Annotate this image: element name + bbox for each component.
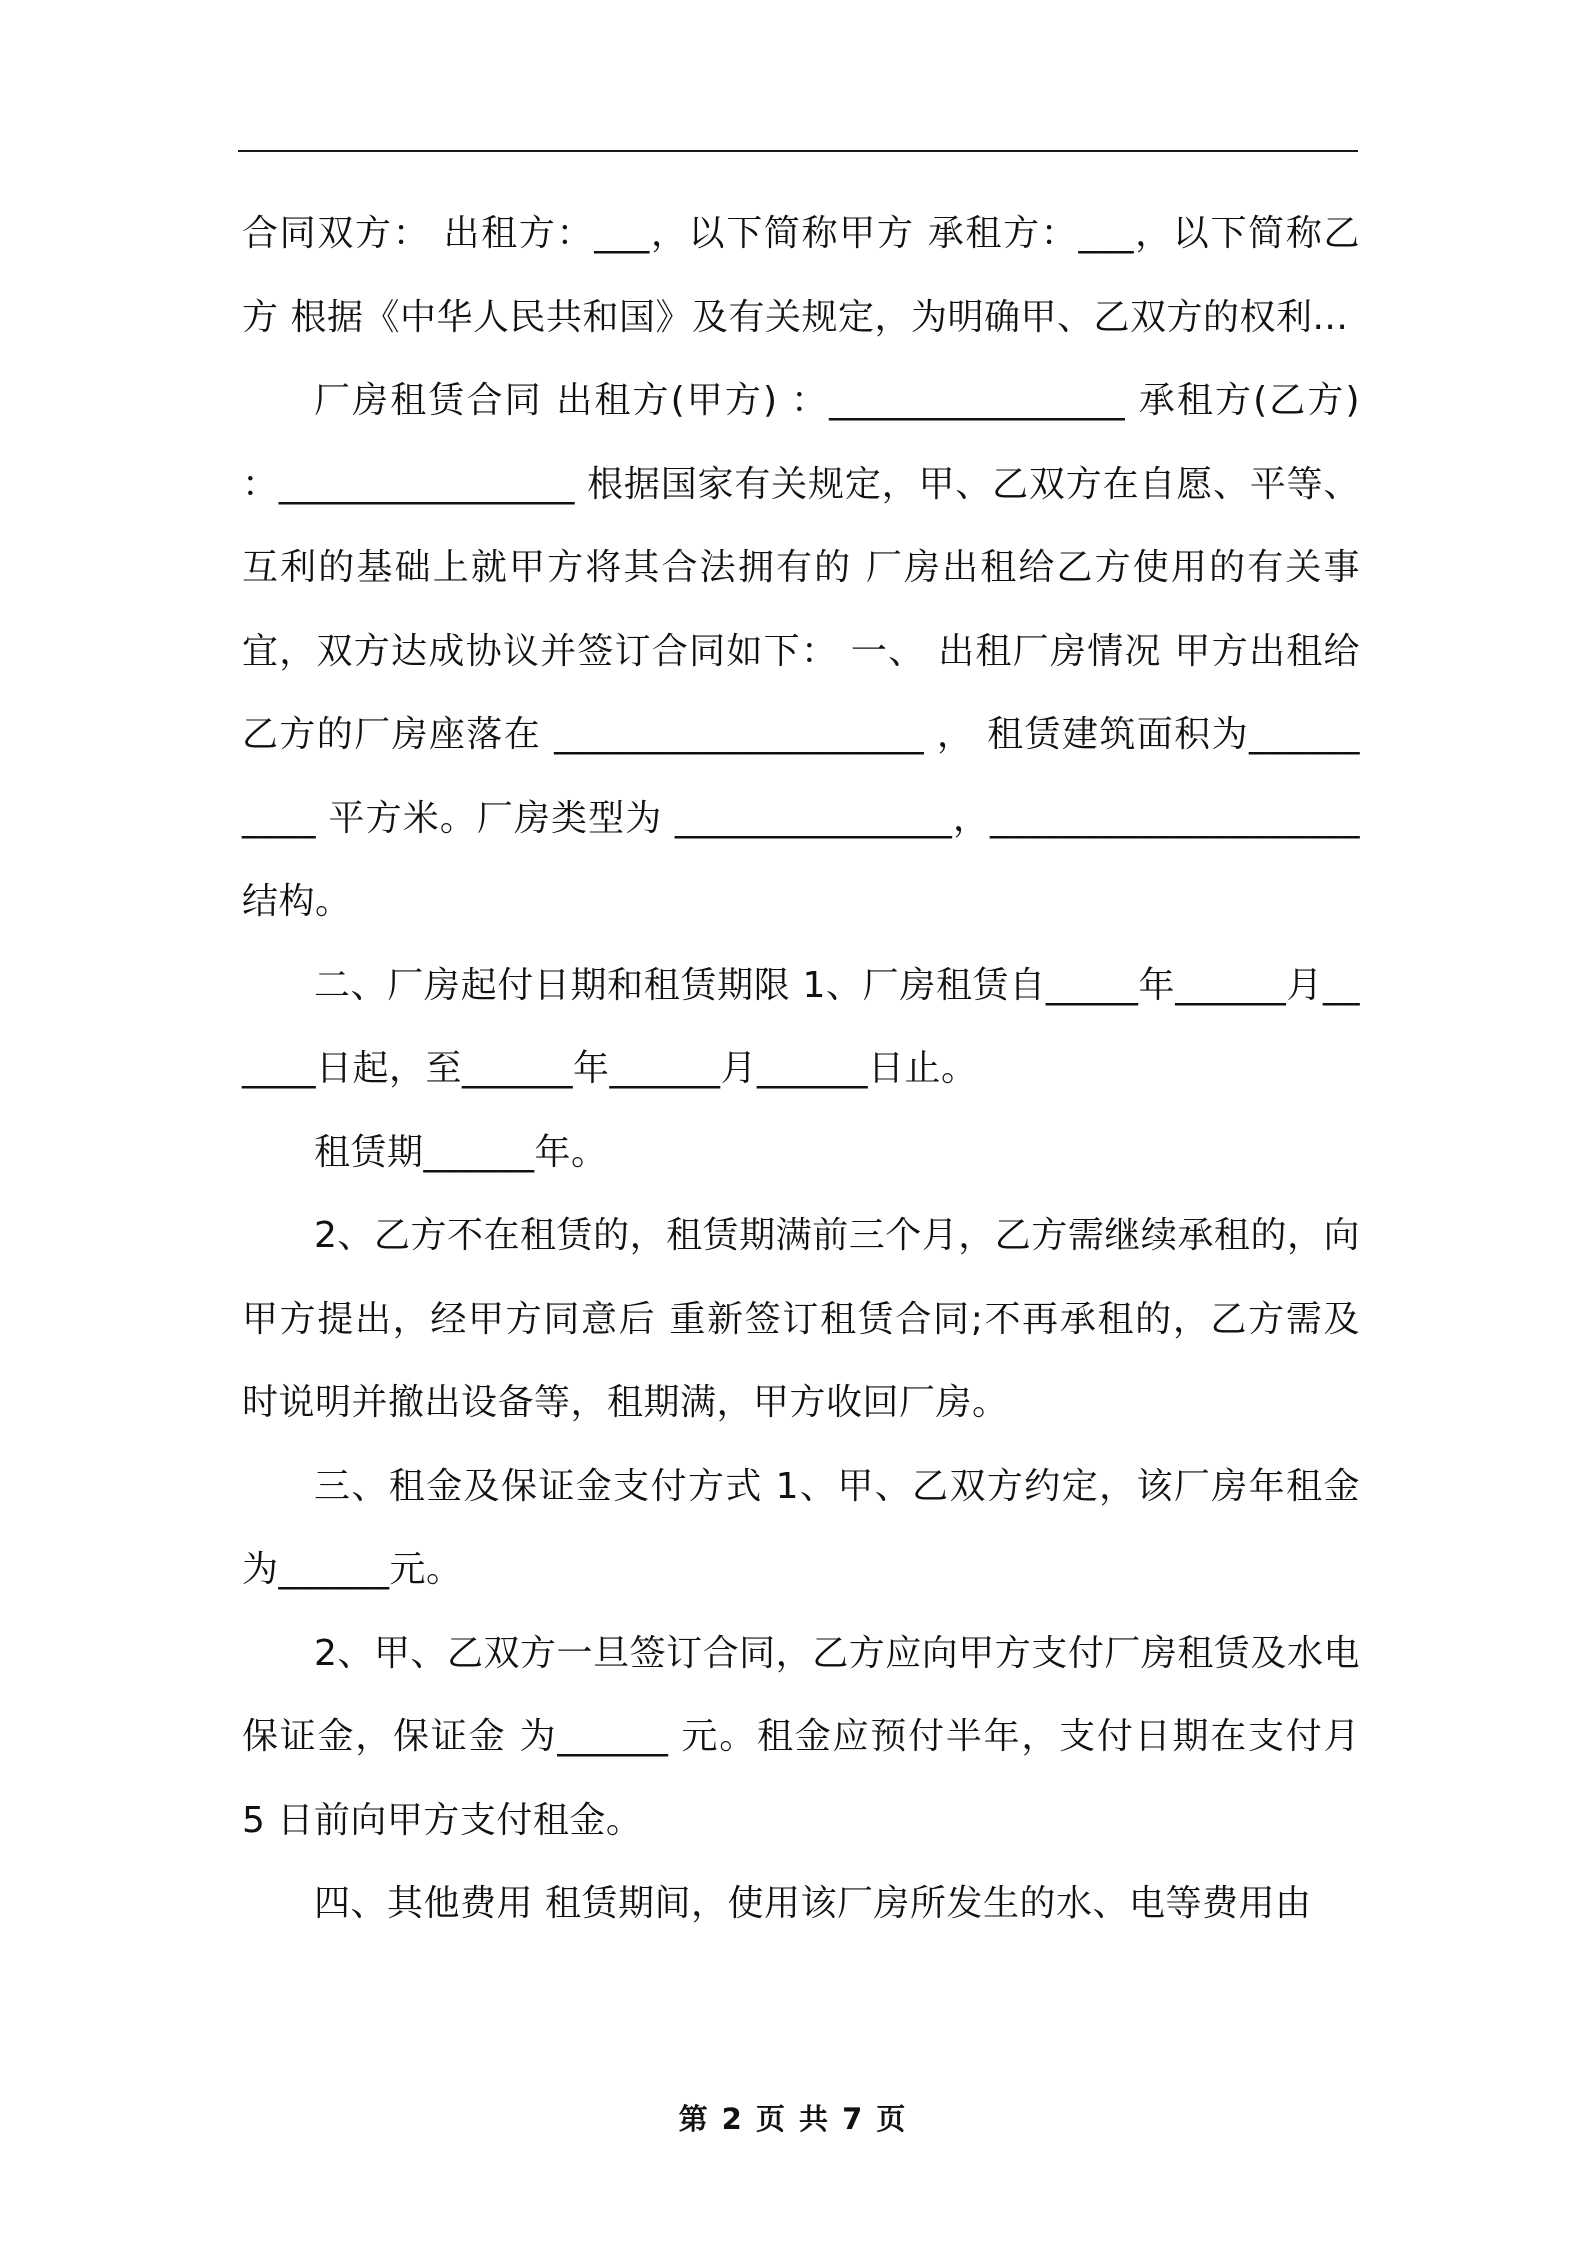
header-rule <box>238 150 1358 152</box>
paragraph-section3-deposit: 2、甲、乙双方一旦签订合同，乙方应向甲方支付厂房租赁及水电保证金，保证金 为______ 元。租金应预付半年，支付日期在支付月 5 日前向甲方支付租金。 <box>242 1632 1360 1841</box>
paragraph-section4-fees: 四、其他费用 租赁期间，使用该厂房所发生的水、电等费用由 <box>314 1883 1312 1924</box>
paragraph-preamble: 厂房租赁合同 出租方(甲方) ：________________ 承租方(乙方) ：________________ 根据国家有关规定，甲、乙双方在自愿、平等、互利的基础上就甲方将其合法拥有的 厂房出租给乙方使用的有关事宜，双方达成协议并签订合同如下： 一、 出租厂房情况 甲方出租给乙方的厂房座落在 ____________________ ， 租赁建筑面积为__________ 平方米。厂房类型为 _______________，____________________结构。 <box>242 380 1360 922</box>
paragraph-section2-dates: 二、厂房起付日期和租赁期限 1、厂房租赁自_____年______月______日起，至______年______月______日止。 <box>242 964 1360 1089</box>
page-number: 第 2 页 共 7 页 <box>678 2102 908 2136</box>
document-body <box>242 192 1360 1946</box>
paragraph-section3-rent: 三、租金及保证金支付方式 1、甲、乙双方约定，该厂房年租金为______元。 <box>242 1465 1360 1590</box>
paragraph-intro: 合同双方： 出租方：___，以下简称甲方 承租方：___，以下简称乙方 根据《中华人民共和国》及有关规定，为明确甲、乙双方的权利... <box>242 213 1360 338</box>
paragraph-section2-renewal: 2、乙方不在租赁的，租赁期满前三个月，乙方需继续承租的，向甲方提出，经甲方同意后 重新签订租赁合同;不再承租的，乙方需及时说明并撤出设备等，租期满，甲方收回厂房。 <box>242 1215 1360 1423</box>
paragraph-section2-term: 租赁期______年。 <box>314 1131 608 1173</box>
